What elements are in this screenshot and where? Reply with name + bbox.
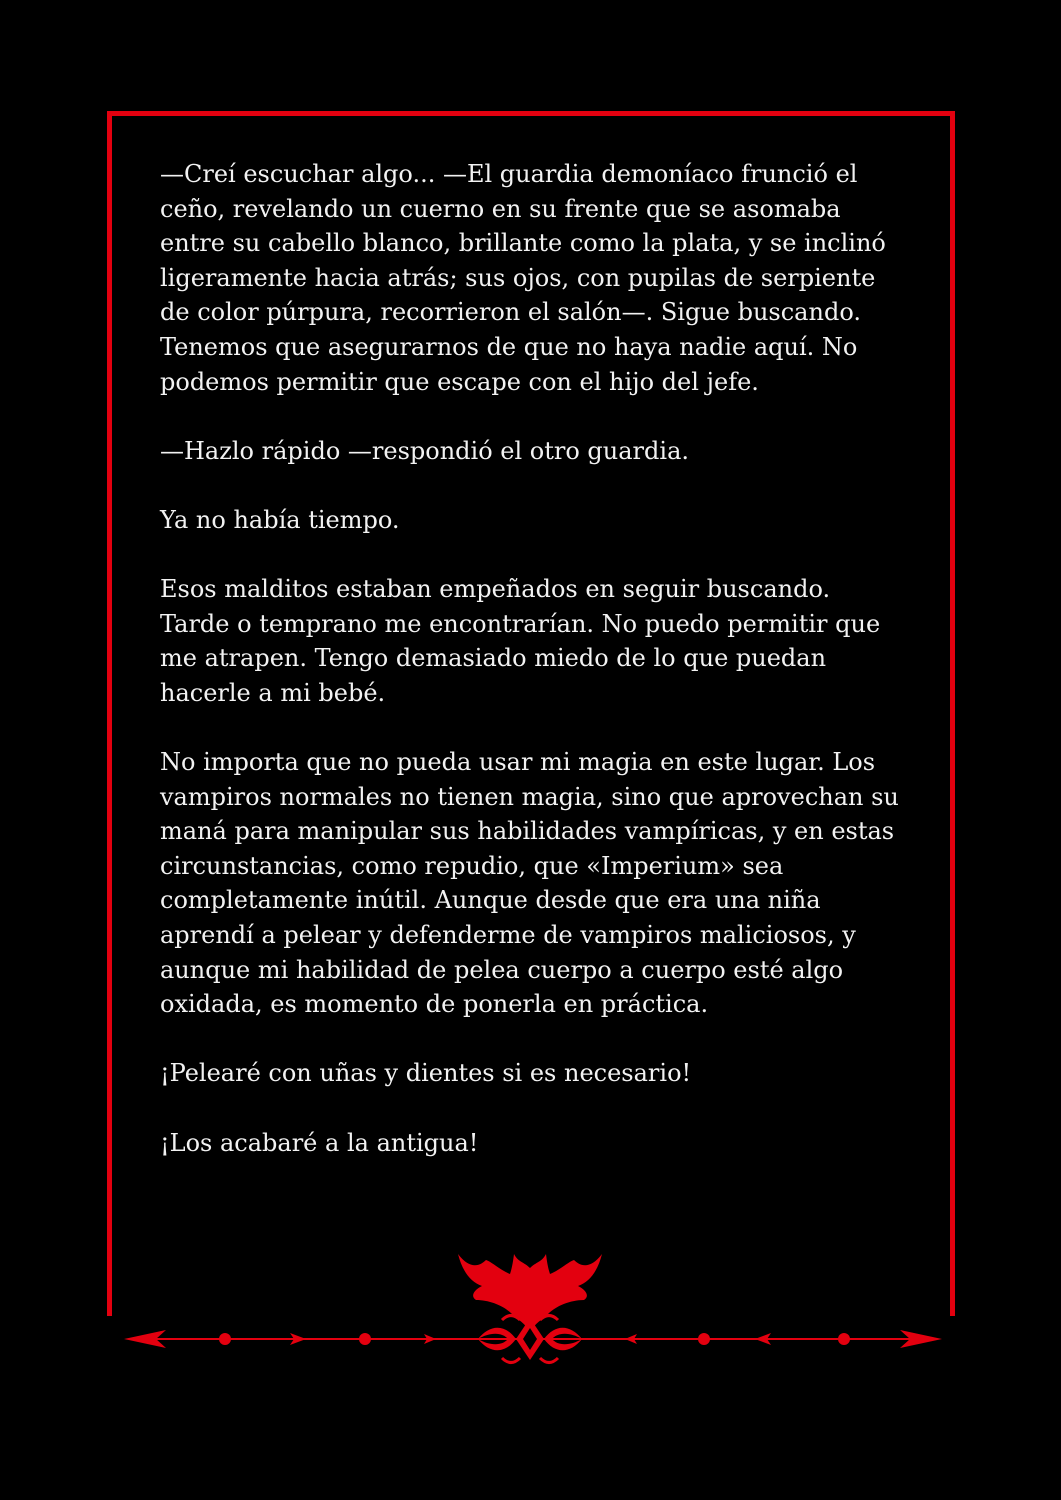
paragraph-1: —Creí escuchar algo... —El guardia demoníaco frunció el ceño, revelando un cuerno en su frente que se asomaba entre su cabello blanco, brillante como la plata, y se inclinó ligeramente hacia atrás; sus ojos, con pupilas de serpiente de color púrpura, recorrieron el salón—. Sigue buscando. Tenemos que asegurarnos de que no haya nadie aquí. No podemos permitir que escape con el hijo del jefe. [160,160,886,396]
story-text [160,157,900,1195]
paragraph-3: Ya no había tiempo. [160,505,400,534]
paragraph-4: Esos malditos estaban empeñados en seguir buscando. Tarde o temprano me encontrarían. No puedo permitir que me atrapen. Tengo demasiado miedo de lo que puedan hacerle a mi bebé. [160,575,881,707]
arrow-divider-icon [124,1316,942,1363]
paragraph-7: ¡Los acabaré a la antigua! [160,1128,479,1157]
paragraph-2: —Hazlo rápido —respondió el otro guardia. [160,436,690,465]
paragraph-6: ¡Pelearé con uñas y dientes si es necesario! [160,1059,692,1088]
bottom-ornament [0,1240,1061,1370]
paragraph-5: No importa que no pueda usar mi magia en este lugar. Los vampiros normales no tienen magia, sino que aprovechan su maná para manipular sus habilidades vampíricas, y en estas circunstancias, como repudio, que «Imperium» sea completamente inútil. Aunque desde que era una niña aprendí a pelear y defenderme de vampiros maliciosos, y aunque mi habilidad de pelea cuerpo a cuerpo esté algo oxidada, es momento de ponerla en práctica. [160,748,899,1019]
